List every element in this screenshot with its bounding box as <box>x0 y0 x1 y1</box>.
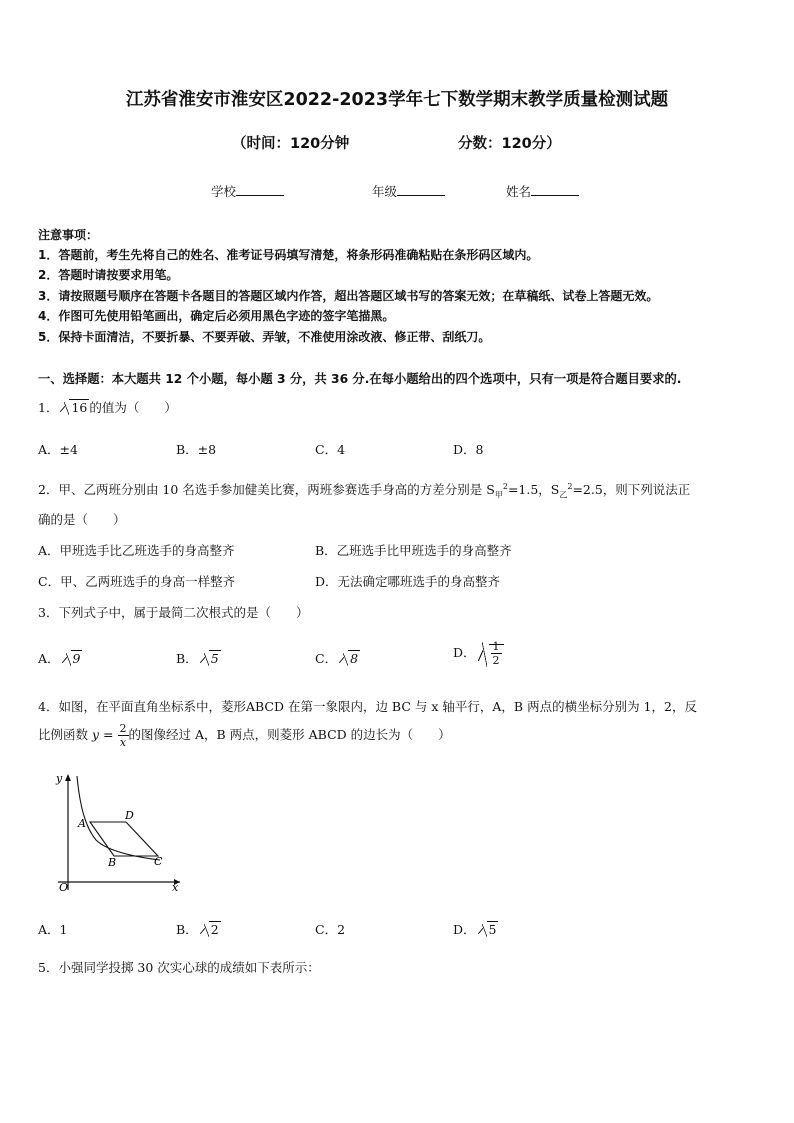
name-blank[interactable] <box>531 184 579 196</box>
label-x: x <box>172 881 179 894</box>
q4-radicand-b: 2 <box>210 922 219 937</box>
q2-option-c[interactable]: C．甲、乙两班选手的身高一样整齐 <box>38 574 236 589</box>
y-axis-arrow <box>65 774 71 781</box>
q3-option-a[interactable] <box>38 649 82 667</box>
sqrt-symbol <box>339 651 360 666</box>
question-2-line1 <box>38 480 690 501</box>
label-b: B <box>108 856 117 869</box>
q3-option-c[interactable] <box>315 649 360 667</box>
page-title: 江苏省淮安市淮安区2022-2023学年七下数学期末教学质量检测试题 <box>125 90 669 110</box>
label-y: y <box>56 772 63 785</box>
q1-radicand: 16 <box>71 400 88 415</box>
section-heading: 一、选择题：本大题共 12 个小题，每小题 3 分，共 36 分.在每小题给出的四个选项中，只有一项是符合题目要求的. <box>38 372 682 386</box>
sqrt-symbol <box>478 922 499 937</box>
q4-option-a[interactable] <box>38 920 67 938</box>
q2-sup: 2 <box>567 481 573 491</box>
q4-frac-num: 2 <box>119 722 127 735</box>
notice-item: 5．保持卡面清洁，不要折暴、不要弄破、弄皱，不准使用涂改液、修正带、刮纸刀。 <box>38 330 491 344</box>
grade-blank[interactable] <box>397 184 445 196</box>
q4-text-b: 的图像经过 A，B 两点，则菱形 ABCD 的边长为（ ） <box>128 727 451 742</box>
q4-fraction <box>118 722 129 749</box>
q2-option-d[interactable]: D．无法确定哪班选手的身高整齐 <box>315 574 501 589</box>
q3-radicand-c: 8 <box>350 651 359 666</box>
name-label: 姓名 <box>506 184 532 199</box>
grade-label: 年级 <box>372 184 398 199</box>
q1-option-d[interactable]: D．8 <box>453 442 484 457</box>
sqrt-symbol <box>62 651 83 666</box>
label-a: A <box>78 817 86 830</box>
q3-option-d[interactable] <box>453 640 504 667</box>
question-3: 3．下列式子中，属于最简二次根式的是（ ） <box>38 605 309 620</box>
q2-sub-yi: 乙 <box>559 490 568 500</box>
question-4-line2 <box>38 722 451 749</box>
rhombus-abcd <box>90 822 158 856</box>
q1-option-a[interactable]: A．±4 <box>38 442 78 457</box>
q2-text-b: =2.5，则下列说法正 <box>572 482 691 497</box>
notice-heading: 注意事项： <box>38 228 99 242</box>
q2-text-a: 2．甲、乙两班分别由 10 名选手参加健美比赛，两班参赛选手身高的方差分别是 S <box>38 482 495 497</box>
question-5: 5．小强同学投掷 30 次实心球的成绩如下表所示： <box>38 960 320 975</box>
q3-label-a: A． <box>38 651 60 666</box>
label-o: O <box>59 881 69 894</box>
q4-label-b: B． <box>176 922 198 937</box>
sqrt-symbol <box>200 651 221 666</box>
q4-option-d[interactable] <box>453 920 498 938</box>
q4-text-a: 比例函数 <box>38 727 89 742</box>
q1-option-c[interactable]: C．4 <box>315 442 346 457</box>
q3-label-c: C． <box>315 651 338 666</box>
q4-option-c[interactable] <box>315 920 345 938</box>
label-d: D <box>125 809 134 822</box>
q4-y-eq: y = <box>92 727 114 742</box>
grade-field <box>372 182 445 200</box>
question-2-line2: 确的是（ ） <box>38 512 126 527</box>
q2-sub-jia: 甲 <box>494 490 503 500</box>
school-field <box>211 182 284 200</box>
q4-label-a: A． <box>38 922 60 937</box>
q4-value-c: 2 <box>337 922 346 937</box>
notice-item: 4．作图可先使用铅笔画出，确定后必须用黑色字迹的签字笔描黑。 <box>38 309 395 323</box>
q4-option-b[interactable] <box>176 920 221 938</box>
q2-option-b[interactable]: B．乙班选手比甲班选手的身高整齐 <box>315 543 512 558</box>
sqrt-symbol <box>478 640 504 667</box>
q1-suffix: 的值为（ ） <box>89 400 177 415</box>
label-c: C <box>154 855 163 868</box>
q4-radicand-d: 5 <box>488 922 497 937</box>
hyperbola-curve <box>77 776 160 860</box>
school-blank[interactable] <box>236 184 284 196</box>
q3-frac-den: 2 <box>492 654 500 667</box>
q1-number: 1． <box>38 400 59 415</box>
q3-frac-num: 1 <box>492 640 500 653</box>
q4-frac-den: x <box>119 736 127 749</box>
q3-label-b: B． <box>176 651 198 666</box>
notice-item: 1．答题前，考生先将自己的姓名、准考证号码填写清楚，将条形码准确粘贴在条形码区域内。 <box>38 248 539 262</box>
notice-item: 3．请按照题号顺序在答题卡各题目的答题区域内作答，超出答题区域书写的答案无效；在草稿纸、试卷上答题无效。 <box>38 289 659 303</box>
name-field <box>506 182 579 200</box>
q3-radicand-b: 5 <box>210 651 219 666</box>
q3-option-b[interactable] <box>176 649 221 667</box>
sqrt-symbol <box>60 400 89 415</box>
q2-text-mid: =1.5，S <box>507 482 560 497</box>
q3-label-d: D． <box>453 645 476 660</box>
q2-option-a[interactable]: A．甲班选手比乙班选手的身高整齐 <box>38 543 235 558</box>
time-limit: （时间：120分钟 <box>232 136 350 152</box>
question-4-line1: 4．如图，在平面直角坐标系中，菱形ABCD 在第一象限内，边 BC 与 x 轴平行，A，B 两点的横坐标分别为 1，2，反 <box>38 699 697 714</box>
q4-value-a: 1 <box>59 922 68 937</box>
sqrt-symbol <box>200 922 221 937</box>
q3-fraction <box>491 640 502 667</box>
school-label: 学校 <box>211 184 237 199</box>
q4-label-d: D． <box>453 922 476 937</box>
q4-label-c: C． <box>315 922 338 937</box>
q1-option-b[interactable]: B．±8 <box>176 442 217 457</box>
question-1 <box>38 398 177 416</box>
rhombus-figure <box>48 768 188 896</box>
q2-sup: 2 <box>502 481 508 491</box>
total-score: 分数：120分） <box>458 136 561 152</box>
q3-radicand-a: 9 <box>72 651 81 666</box>
notice-item: 2．答题时请按要求用笔。 <box>38 268 179 282</box>
